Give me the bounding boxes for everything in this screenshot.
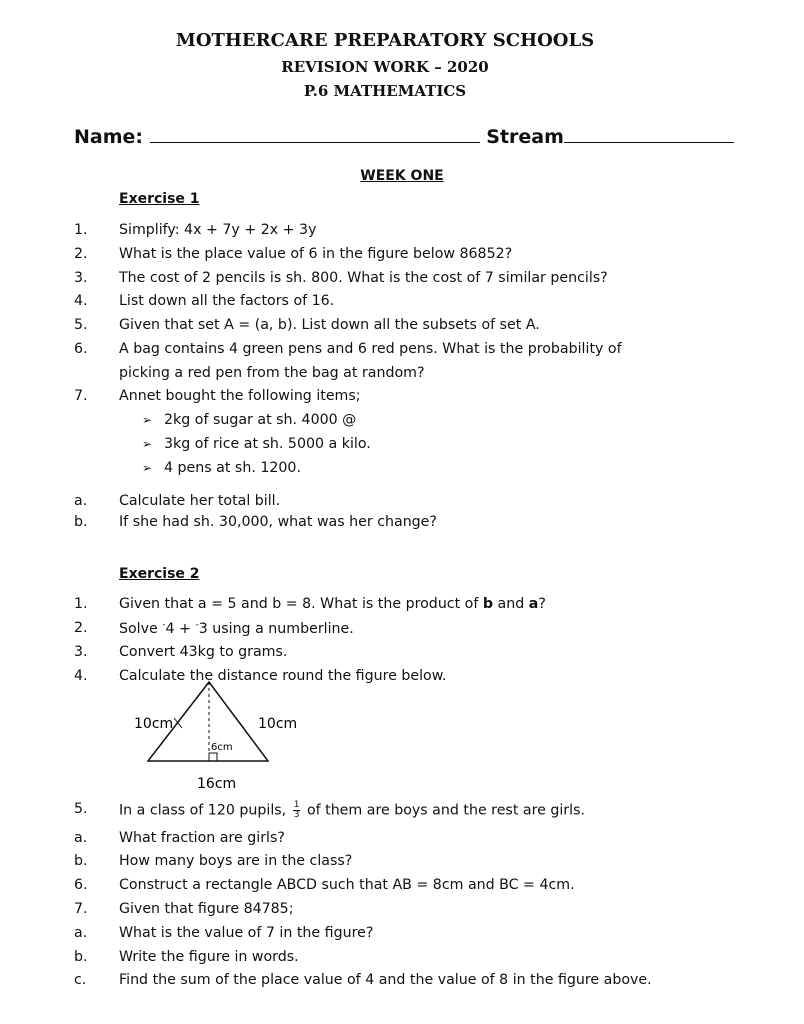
arrow-bullet-icon: ➢ xyxy=(142,437,153,451)
question-number: 5. xyxy=(74,801,88,817)
ex2-question-5b: How many boys are in the class? xyxy=(119,853,353,869)
question-number: 7. xyxy=(74,901,88,917)
question-letter: a. xyxy=(74,925,88,941)
fraction-one-third: $\frac{1}{3}$ xyxy=(293,800,300,820)
question-number: 5. xyxy=(74,317,88,333)
triangle-figure xyxy=(130,678,298,793)
question-number: 4. xyxy=(74,668,88,684)
ex2-question-1: Given that a = 5 and b = 8. What is the product of b and a? xyxy=(119,596,546,612)
ex2-question-6: Construct a rectangle ABCD such that AB = 8cm and BC = 4cm. xyxy=(119,877,575,893)
label-base: 16cm xyxy=(197,776,237,792)
exercise-1-title: Exercise 1 xyxy=(119,191,200,207)
label-right-side: 10cm xyxy=(258,716,298,732)
question-number: 6. xyxy=(74,877,88,893)
week-heading: WEEK ONE xyxy=(360,168,444,184)
question-letter: b. xyxy=(74,514,88,530)
ex2-question-2: Solve -4 + -3 using a numberline. xyxy=(119,620,354,637)
question-letter: a. xyxy=(74,493,88,509)
item-pens: ➢ 4 pens at sh. 1200. xyxy=(142,460,301,476)
item-sugar: ➢ 2kg of sugar at sh. 4000 @ xyxy=(142,412,357,428)
ex1-question-7: Annet bought the following items; xyxy=(119,388,361,404)
question-number: 6. xyxy=(74,341,88,357)
ex1-question-7b: If she had sh. 30,000, what was her change? xyxy=(119,514,437,530)
question-number: 1. xyxy=(74,596,88,612)
ex1-question-1: Simplify: 4x + 7y + 2x + 3y xyxy=(119,222,317,238)
stream-label: Stream xyxy=(486,126,564,148)
ex2-question-3: Convert 43kg to grams. xyxy=(119,644,288,660)
question-number: 2. xyxy=(74,620,88,636)
question-number: 3. xyxy=(74,644,88,660)
question-letter: b. xyxy=(74,949,88,965)
label-left-side: 10cm xyxy=(134,716,174,732)
ex1-question-6-line-1: A bag contains 4 green pens and 6 red pens. What is the probability of xyxy=(119,341,622,357)
ex2-question-5a: What fraction are girls? xyxy=(119,830,285,846)
stream-blank[interactable] xyxy=(564,124,734,143)
ex2-question-7c: Find the sum of the place value of 4 and the value of 8 in the figure above. xyxy=(119,972,652,988)
ex1-question-3: The cost of 2 pencils is sh. 800. What is the cost of 7 similar pencils? xyxy=(119,270,608,286)
question-number: 2. xyxy=(74,246,88,262)
ex1-question-5: Given that set A = (a, b). List down all the subsets of set A. xyxy=(119,317,540,333)
ex1-question-4: List down all the factors of 16. xyxy=(119,293,335,309)
question-number: 4. xyxy=(74,293,88,309)
exercise-2-title: Exercise 2 xyxy=(119,566,200,582)
ex2-question-7b: Write the figure in words. xyxy=(119,949,299,965)
name-blank[interactable] xyxy=(150,124,480,143)
school-name: MOTHERCARE PREPARATORY SCHOOLS xyxy=(175,30,595,51)
question-letter: a. xyxy=(74,830,88,846)
question-number: 7. xyxy=(74,388,88,404)
item-rice: ➢ 3kg of rice at sh. 5000 a kilo. xyxy=(142,436,371,452)
question-letter: b. xyxy=(74,853,88,869)
ex2-question-7: Given that figure 84785; xyxy=(119,901,294,917)
ex2-question-5: In a class of 120 pupils, $\frac{1}{3}$ of them are boys and the rest are girls. xyxy=(119,800,585,820)
question-number: 3. xyxy=(74,270,88,286)
ex2-question-7a: What is the value of 7 in the figure? xyxy=(119,925,374,941)
question-letter: c. xyxy=(74,972,87,988)
ex1-question-7a: Calculate her total bill. xyxy=(119,493,281,509)
arrow-bullet-icon: ➢ xyxy=(142,413,153,427)
right-angle-mark xyxy=(209,753,217,761)
question-number: 1. xyxy=(74,222,88,238)
tick-mark-right xyxy=(236,718,244,728)
name-stream-line xyxy=(74,124,734,148)
ex1-question-2: What is the place value of 6 in the figure below 86852? xyxy=(119,246,513,262)
revision-title: REVISION WORK – 2020 xyxy=(281,58,489,76)
ex1-question-6-line-2: picking a red pen from the bag at random? xyxy=(119,365,425,381)
arrow-bullet-icon: ➢ xyxy=(142,461,153,475)
ex2-question-4: Calculate the distance round the figure below. xyxy=(119,668,447,684)
name-label: Name: xyxy=(74,126,144,148)
subject-title: P.6 MATHEMATICS xyxy=(303,82,467,100)
label-height: 6cm xyxy=(211,742,233,753)
